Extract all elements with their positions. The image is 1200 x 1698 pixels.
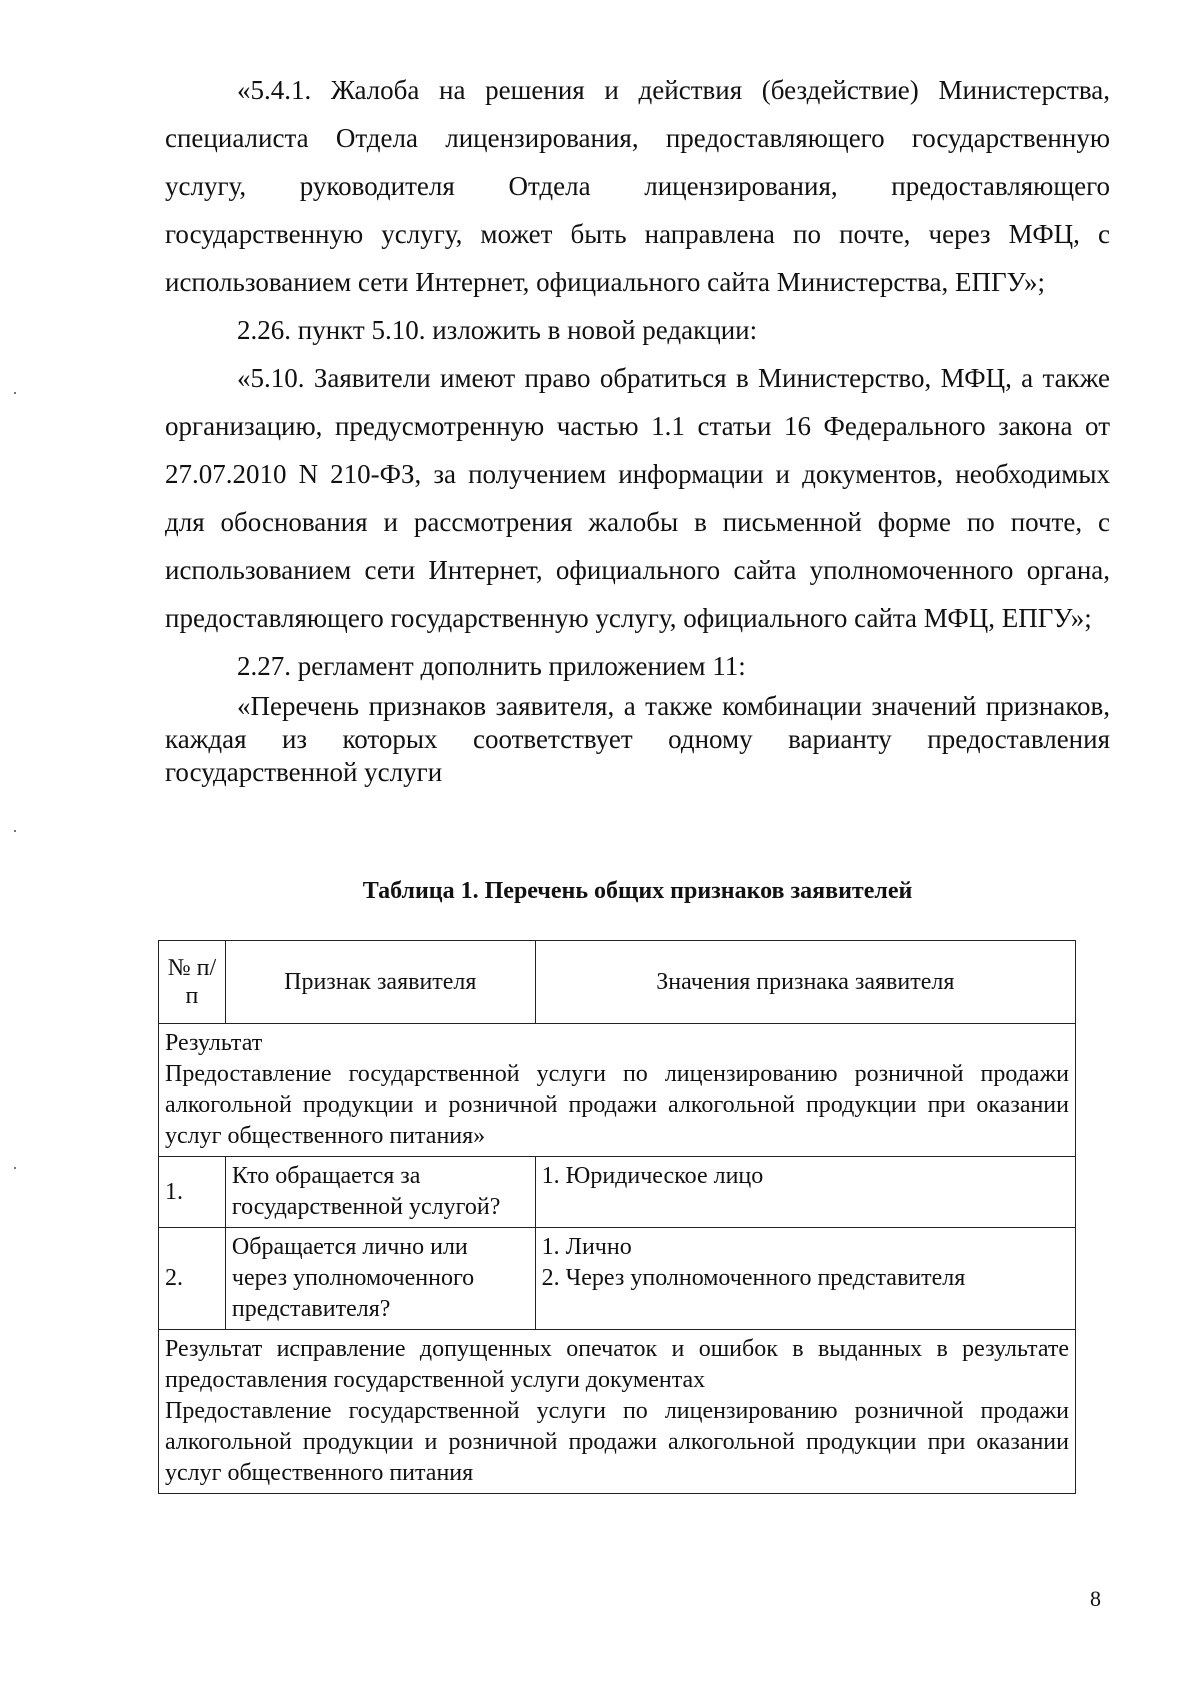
row-attribute: Обращается лично или через уполномоченного представителя?	[225, 1228, 535, 1330]
header-values: Значения признака заявителя	[535, 941, 1075, 1024]
result-text-2: Предоставление государственной услуги по лицензированию розничной продажи алкогольной продукции и розничной продажи алкогольной продукции при оказании услуг общественного питания	[165, 1398, 1069, 1486]
header-attribute: Признак заявителя	[225, 941, 535, 1024]
table-caption: Таблица 1. Перечень общих признаков заявителей	[362, 878, 913, 904]
scan-dot	[14, 1167, 16, 1169]
result-row-1	[159, 1024, 1076, 1157]
row-number: 2.	[159, 1228, 226, 1330]
result-text-1: Предоставление государственной услуги по лицензированию розничной продажи алкогольной продукции и розничной продажи алкогольной продукции при оказании услуг общественного питания»	[165, 1061, 1069, 1149]
row-number: 1.	[159, 1157, 226, 1228]
paragraph-5-10: «5.10. Заявители имеют право обратиться в Министерство, МФЦ, а также организацию, предусмотренную частью 1.1 статьи 16 Федерального закона от 27.07.2010 N 210-ФЗ, за получением информации и документов, необходимых для обоснования и рассмотрения жалобы в письменной форме по почте, с использованием сети Интернет, официального сайта уполномоченного органа, предоставляющего государственную услугу, официального сайта МФЦ, ЕПГУ»;	[165, 363, 1110, 633]
header-num: № п/п	[159, 941, 226, 1024]
paragraph-2-27: 2.27. регламент дополнить приложением 11:	[237, 651, 746, 681]
scan-dot	[14, 392, 16, 394]
result-row-2	[159, 1330, 1076, 1494]
result-label-1: Результат	[165, 1030, 263, 1056]
table-header-row	[159, 941, 1076, 1024]
row-value: 2. Через уполномоченного представителя	[541, 1265, 966, 1291]
table-row	[159, 1157, 1076, 1228]
applicant-attributes-table	[158, 940, 1076, 1494]
row-attribute: Кто обращается за государственной услугой?	[225, 1157, 535, 1228]
paragraph-5-4-1: «5.4.1. Жалоба на решения и действия (бездействие) Министерства, специалиста Отдела лицензирования, предоставляющего государственную услугу, руководителя Отдела лицензирования, предоставляющего государственную услугу, может быть направлена по почте, через МФЦ, с использованием сети Интернет, официального сайта Министерства, ЕПГУ»;	[165, 75, 1110, 297]
page-number: 8	[1090, 1586, 1101, 1611]
paragraph-attributes-intro: «Перечень признаков заявителя, а также комбинации значений признаков, каждая из которых соответствует одному варианту предоставления государственной услуги	[165, 691, 1110, 787]
paragraph-2-26: 2.26. пункт 5.10. изложить в новой редакции:	[237, 315, 758, 345]
row-values	[535, 1228, 1075, 1330]
result-cell-1	[159, 1024, 1076, 1157]
body-text	[165, 66, 1110, 789]
row-value: 1. Лично	[541, 1234, 632, 1260]
row-values	[535, 1157, 1075, 1228]
row-value: 1. Юридическое лицо	[541, 1163, 764, 1189]
table-row	[159, 1228, 1076, 1330]
result-label-2: Результат исправление допущенных опечаток и ошибок в выданных в результате предоставления государственной услуги документах	[165, 1336, 1069, 1393]
result-cell-2	[159, 1330, 1076, 1494]
scan-dot	[14, 830, 16, 832]
